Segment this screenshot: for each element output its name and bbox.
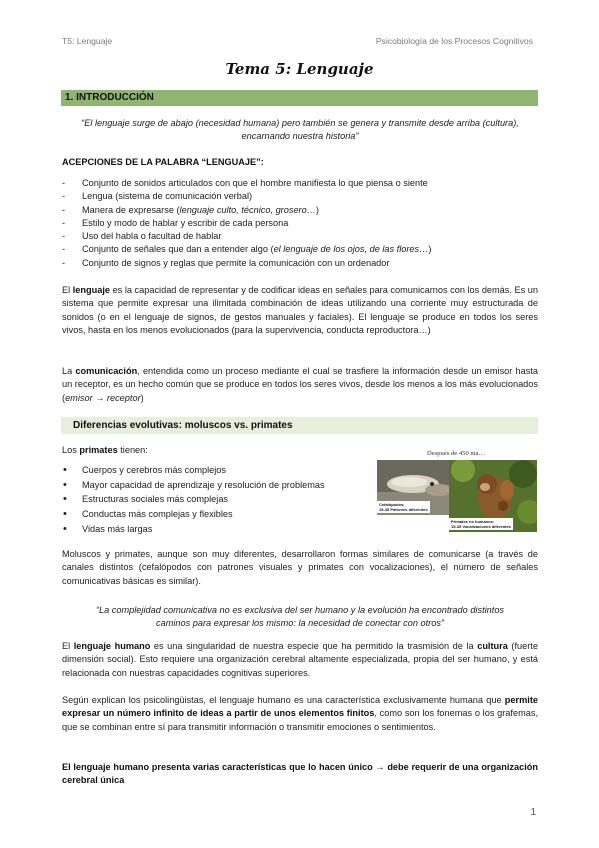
primates-intro: Los primates tienen:	[62, 445, 148, 455]
evolution-quote: “La complejidad comunicativa no es exclusiva del ser humano y la evolución ha encontrado distintos caminos para expresar los mismo: la necesidad de conectar con otros”	[95, 605, 505, 628]
paragraph-lenguaje-humano: El lenguaje humano es una singularidad de nuestra especie que ha permitido la trasmisión de la cultura (fuerte dimensión social). Esto requiere una organización cerebral altamente especializada, propia del ser humano, y está relacionada con nuestras capacidades cognitivas superiores.	[62, 641, 538, 678]
subsection-heading-diferencias: Diferencias evolutivas: moluscos vs. primates	[61, 417, 538, 434]
primate-label: Primates no humanos: 15-35 Vocalizaciones diferentes	[451, 519, 511, 529]
figure-caption: Después de 450 ma…	[427, 450, 486, 457]
page-number: 1	[530, 807, 536, 818]
list-item: • Conductas más complejas y flexibles	[62, 507, 372, 522]
running-header-right: Psicobiología de los Procesos Cognitivos	[375, 36, 533, 46]
list-item: - Lengua (sistema de comunicación verbal)	[62, 190, 538, 203]
list-item: - Conjunto de sonidos articulados con que el hombre manifiesta lo que piensa o siente	[62, 177, 538, 190]
document-title: Tema 5: Lenguaje	[225, 60, 374, 78]
acepciones-list	[62, 177, 538, 270]
list-item: - Conjunto de señales que dan a entender algo (el lenguaje de los ojos, de las flores…)	[62, 243, 538, 256]
list-item: • Cuerpos y cerebros más complejos	[62, 463, 372, 478]
list-item: • Vidas más largas	[62, 522, 372, 537]
list-item: - Conjunto de signos y reglas que permite la comunicación con un ordenador	[62, 257, 538, 270]
acepciones-heading: ACEPCIONES DE LA PALABRA “LENGUAJE”:	[62, 157, 264, 167]
paragraph-lenguaje: El lenguaje es la capacidad de representar y de codificar ideas en señales para comunicarnos con los demás. Es un sistema que permite expresar una ilimitada combinación de ideas utilizando una corriente muy estructurada de sonidos (o en el lenguaje de signos, de gestos manuales y faciales). El lenguaje se produce en todos los seres vivos, hasta en los menos evolucionados (para la supervivencia, conducta reproductora…)	[62, 285, 538, 336]
paragraph-comunicacion: La comunicación, entendida como un proceso mediante el cual se trasfiere la información desde un emisor hasta un receptor, es un hecho común que se produce en todos los seres vivos, desde los menos a los más evolucionados (emisor → receptor)	[62, 366, 538, 403]
list-item: - Estilo y modo de hablar y escribir de cada persona	[62, 217, 538, 230]
intro-quote: “El lenguaje surge de abajo (necesidad humana) pero también se genera y transmite desde arriba (cultura), encarnando nuestra historia”	[81, 118, 519, 141]
paragraph-psicolinguistas: Según explican los psicolingüistas, el lenguaje humano es una característica exclusivamente humana que permite expresar un número infinito de ideas a partir de unos elementos finitos, como son los fonemas o los grafemas, que se combinan entre sí para transmitir información o transmitir emociones o sentimientos.	[62, 695, 538, 732]
list-item: - Uso del habla o facultad de hablar	[62, 230, 538, 243]
list-item: • Mayor capacidad de aprendizaje y resolución de problemas	[62, 478, 372, 493]
list-item: • Estructuras sociales más complejas	[62, 492, 372, 507]
cephalopod-label: Cefalópodos: 15-35 Patrones diferentes	[379, 502, 428, 512]
paragraph-moluscos: Moluscos y primates, aunque son muy diferentes, desarrollaron formas similares de comunicarse (a través de canales distintos (cefalópodos con patrones visuales y primates con vocalizaciones), el número de señales comunicativas básicas es similar).	[62, 549, 538, 586]
running-header-left: T5: Lenguaje	[62, 36, 113, 46]
concluding-statement: El lenguaje humano presenta varias características que lo hacen único → debe requerir de una organización cerebral única	[62, 762, 538, 786]
list-item: - Manera de expresarse (lenguaje culto, técnico, grosero…)	[62, 204, 538, 217]
section-heading-introduccion: 1. INTRODUCCIÓN	[61, 90, 538, 106]
primate-photo	[449, 460, 537, 532]
primates-list	[62, 463, 372, 536]
